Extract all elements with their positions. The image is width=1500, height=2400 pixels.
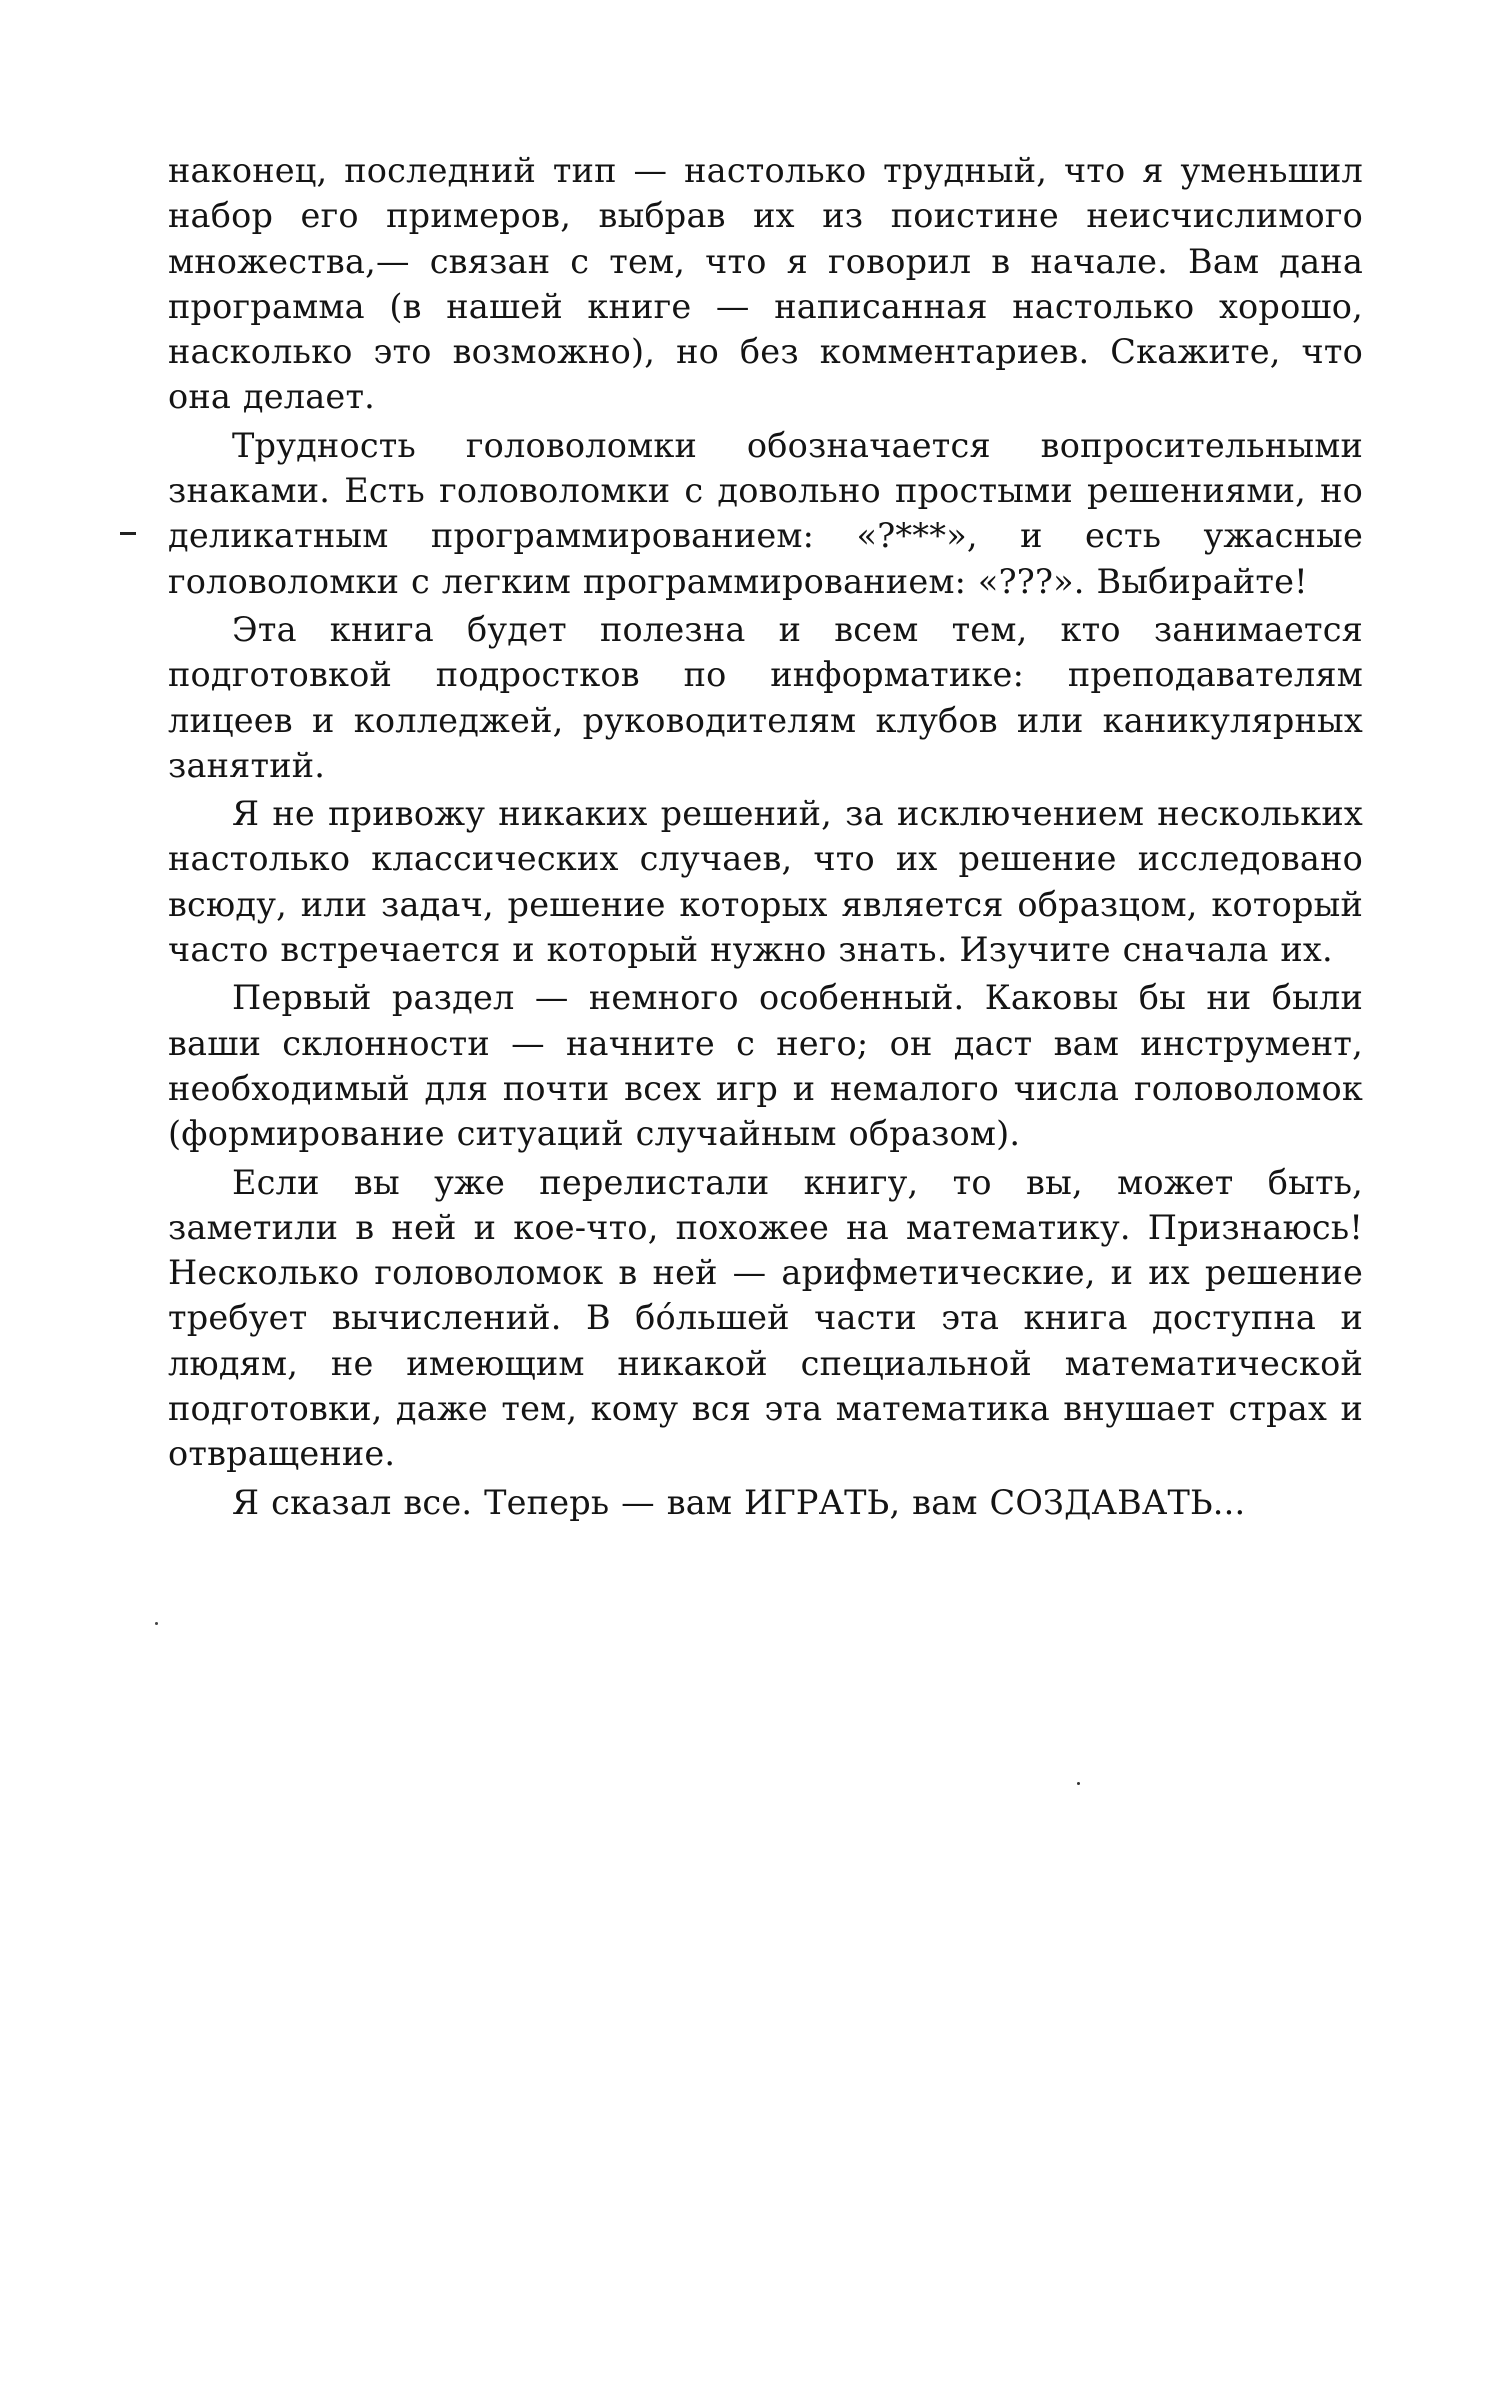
paragraph-closing: Я сказал все. Теперь — вам ИГРАТЬ, вам СОЗДАВАТЬ... xyxy=(232,1482,1246,1522)
paragraph-intro-continuation: наконец, последний тип — настолько трудный, что я уменьшил набор его примеров, выбрав их из поистине неисчислимого множества,— связан с тем, что я говорил в начале. Вам дана программа (в нашей книге — написанная настолько хорошо, насколько это возможно), но без комментариев. Скажите, что она делает. xyxy=(168,151,1363,417)
paragraph-difficulty: Трудность головоломки обозначается вопросительными знаками. Есть головоломки с довольно простыми решениями, но деликатным программированием: «?***», и есть ужасные головоломки с легким программированием: «???». Выбирайте! xyxy=(168,425,1363,601)
paragraph-mathematics: Если вы уже перелистали книгу, то вы, может быть, заметили в ней и кое-что, похожее на математику. Признаюсь! Несколько головоломок в ней — арифметические, и их решение требует вычислений. В бóльшей части эта книга доступна и людям, не имеющим никакой специальной математической подготовки, даже тем, кому вся эта математика внушает страх и отвращение. xyxy=(168,1162,1363,1474)
body-text xyxy=(168,148,1363,1528)
paragraph-solutions: Я не привожу никаких решений, за исключением нескольких настолько классических случаев, что их решение исследовано всюду, или задач, решение которых является образцом, который часто встречается и который нужно знать. Изучите сначала их. xyxy=(168,794,1363,970)
margin-mark xyxy=(120,532,136,535)
scan-speck xyxy=(155,1622,158,1625)
paragraph-first-section: Первый раздел — немного особенный. Каковы бы ни были ваши склонности — начните с него; он даст вам инструмент, необходимый для почти всех игр и немалого числа головоломок (формирование ситуаций случайным образом). xyxy=(168,978,1363,1154)
paragraph-audience: Эта книга будет полезна и всем тем, кто занимается подготовкой подростков по информатике: преподавателям лицеев и колледжей, руководителям клубов или каникулярных занятий. xyxy=(168,609,1363,785)
scan-speck xyxy=(1077,1782,1080,1785)
